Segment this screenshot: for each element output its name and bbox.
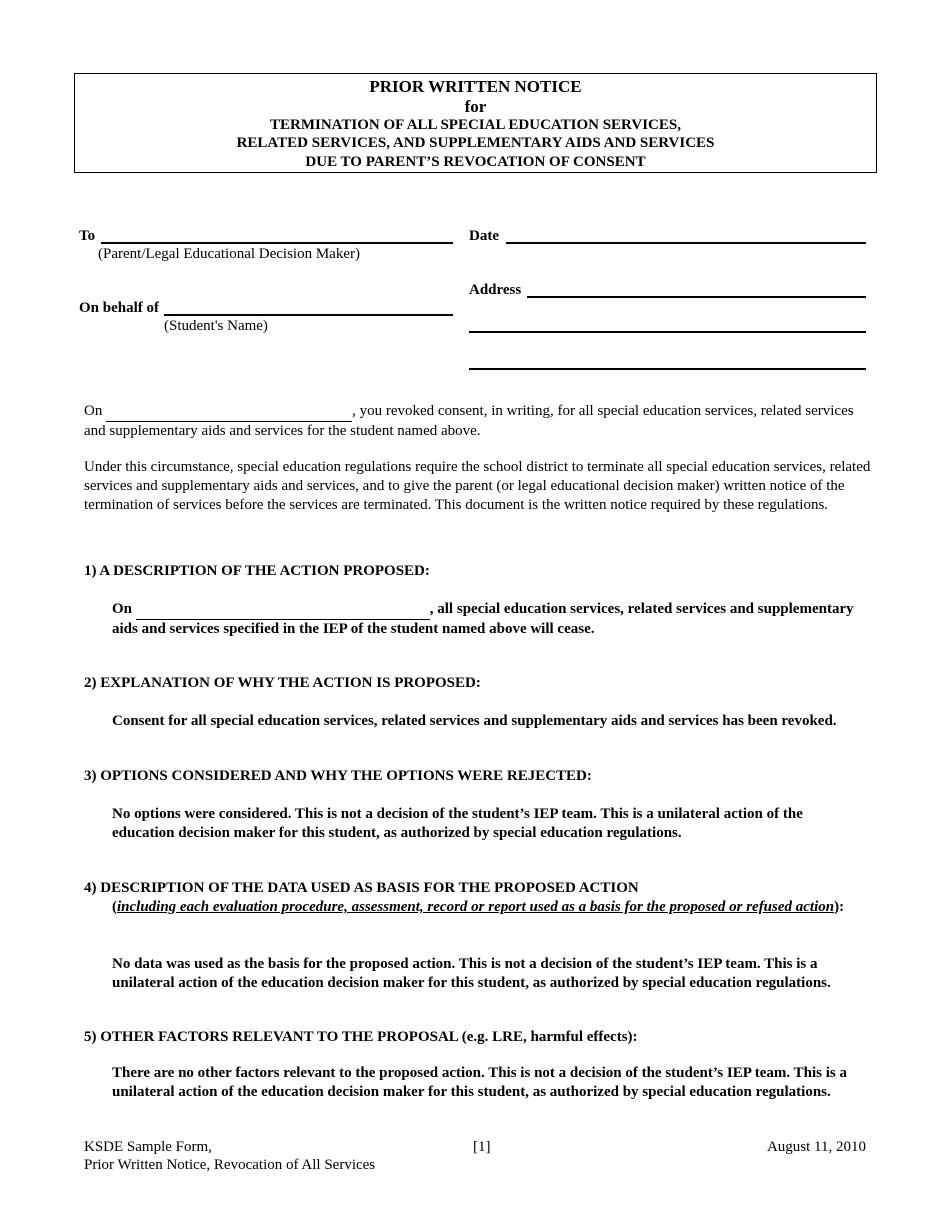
student-name-field[interactable] [164, 314, 453, 316]
section-5-body: There are no other factors relevant to the proposed action. This is not a decision of the student’s IEP team. This is a unilateral action of the education decision maker for this student, as authorized by special education regulations. [112, 1065, 848, 1100]
title-line-1: PRIOR WRITTEN NOTICE [369, 77, 582, 96]
title-line-2: for [464, 97, 487, 116]
title-line-5: DUE TO PARENT’S REVOCATION OF CONSENT [305, 154, 646, 170]
section-4-subheading [112, 899, 844, 916]
section-1-rest: , all special education services, related services and supplementary aids and services specified in the IEP of the student named above will cease. [112, 601, 854, 637]
footer-form-label: KSDE Sample Form, [84, 1139, 212, 1155]
section-1-on: On [112, 601, 133, 617]
title-line-3: TERMINATION OF ALL SPECIAL EDUCATION SERVICES, [270, 117, 681, 133]
section-5-heading: 5) OTHER FACTORS RELEVANT TO THE PROPOSAL (e.g. LRE, harmful effects): [84, 1029, 638, 1045]
section-2-heading: 2) EXPLANATION OF WHY THE ACTION IS PROPOSED: [84, 675, 481, 691]
on-behalf-label: On behalf of [79, 300, 160, 316]
section-4-body: No data was used as the basis for the proposed action. This is not a decision of the student’s IEP team. This is a unilateral action of the education decision maker for this student, as authorized by special education regulations. [112, 956, 831, 991]
intro-on: On [84, 403, 103, 419]
section-1-heading: 1) A DESCRIPTION OF THE ACTION PROPOSED: [84, 563, 430, 579]
title-line-4: RELATED SERVICES, AND SUPPLEMENTARY AIDS AND SERVICES [236, 135, 715, 151]
revocation-date-blank[interactable] [106, 402, 352, 422]
section-3-heading: 3) OPTIONS CONSIDERED AND WHY THE OPTIONS WERE REJECTED: [84, 768, 592, 784]
address-field-3[interactable] [469, 368, 866, 370]
to-caption: (Parent/Legal Educational Decision Maker) [98, 246, 360, 262]
footer-date: August 11, 2010 [766, 1139, 866, 1155]
section-4-sub-italic: including each evaluation procedure, assessment, record or report used as a basis for the proposed or refused action [117, 899, 835, 915]
section-4-heading: 4) DESCRIPTION OF THE DATA USED AS BASIS FOR THE PROPOSED ACTION [84, 880, 639, 896]
address-field-2[interactable] [469, 331, 866, 333]
to-field[interactable] [101, 242, 453, 244]
address-field-1[interactable] [527, 296, 866, 298]
intro-paragraph-1 [84, 402, 874, 441]
intro-paragraph-2: Under this circumstance, special education regulations require the school district to terminate all special education services, related services and supplementary aids and services, and to give the parent (or legal educational decision maker) written notice of the termination of services before the services are terminated. This document is the written notice required by these regulations. [84, 459, 871, 513]
section-4-sub-open: ( [112, 899, 117, 915]
intro-p1-rest: , you revoked consent, in writing, for all special education services, related services and supplementary aids and services for the student named above. [84, 403, 854, 439]
footer-form-title: Prior Written Notice, Revocation of All Services [84, 1157, 376, 1173]
cease-date-blank[interactable] [136, 600, 430, 620]
date-field[interactable] [506, 242, 866, 244]
footer-page-number: [1] [473, 1139, 491, 1155]
title-box [74, 73, 877, 173]
section-3-body: No options were considered. This is not a decision of the student’s IEP team. This is a unilateral action of the education decision maker for this student, as authorized by special education regulations. [112, 806, 803, 841]
address-label: Address [469, 282, 522, 298]
section-2-body: Consent for all special education services, related services and supplementary aids and services has been revoked. [112, 713, 837, 729]
to-label: To [79, 228, 96, 244]
student-name-caption: (Student's Name) [164, 318, 268, 334]
date-label: Date [469, 228, 499, 244]
section-4-sub-close: ): [834, 899, 845, 915]
section-1-body [112, 600, 877, 639]
